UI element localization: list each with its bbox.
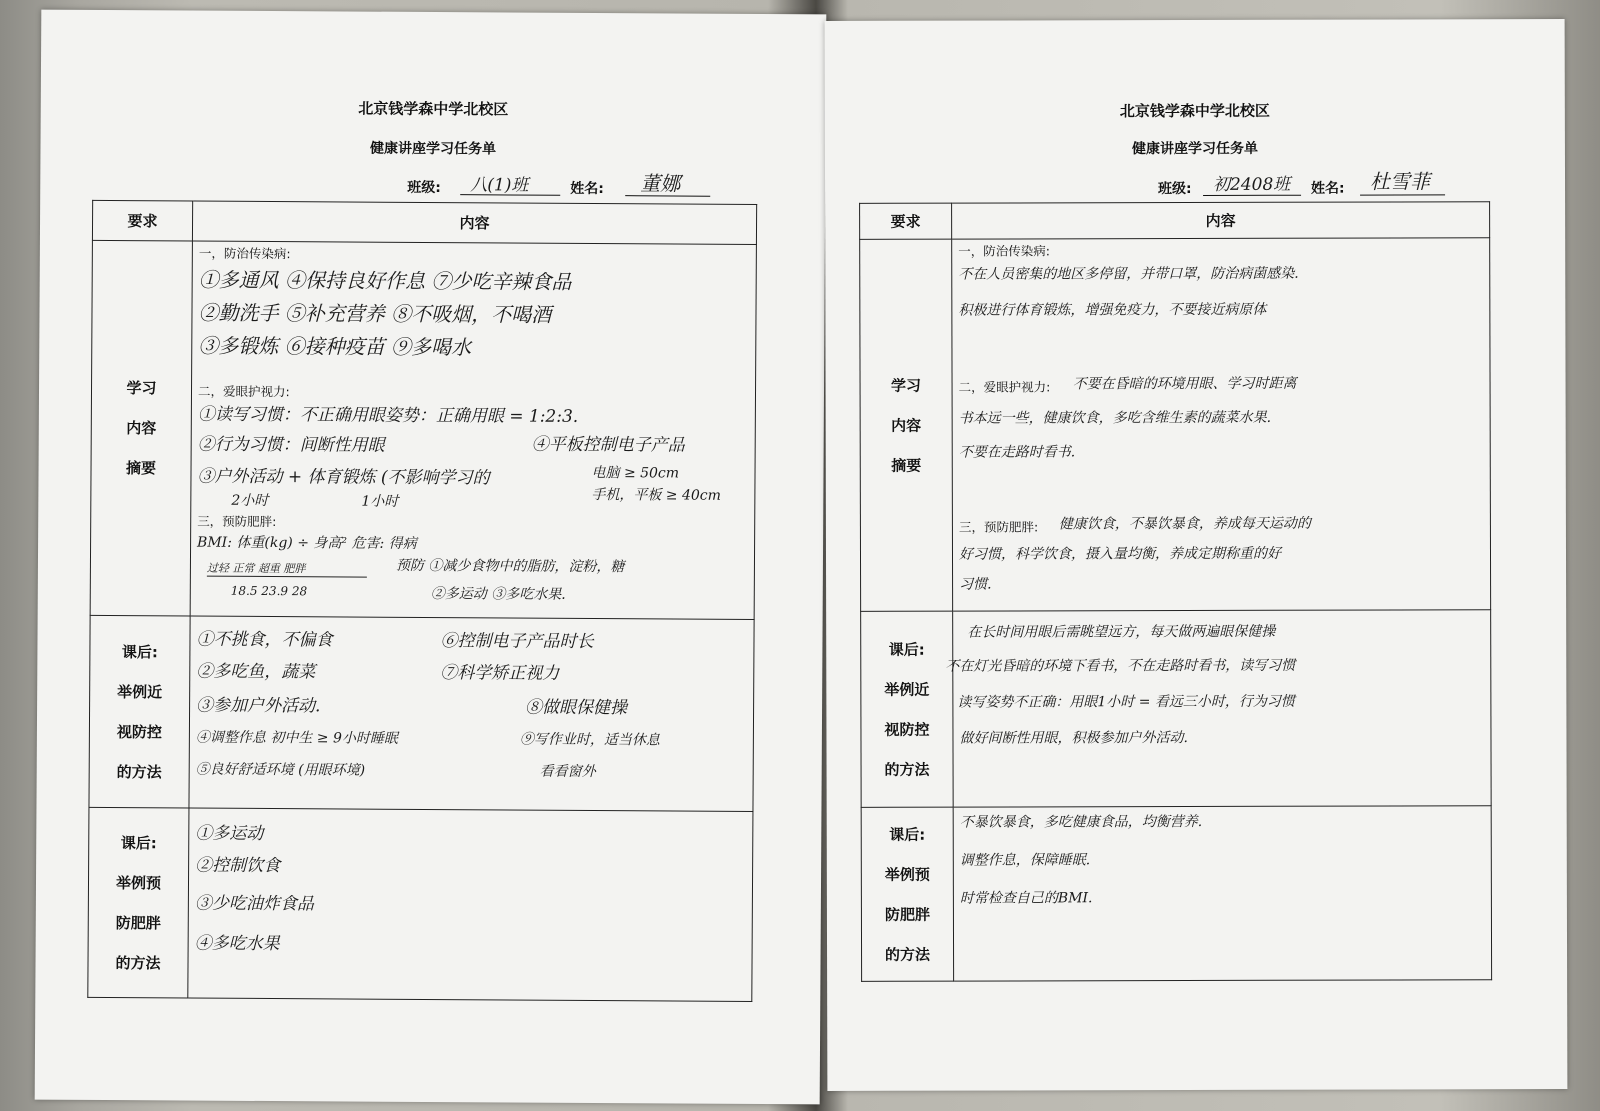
handwritten-line: ①不挑食，不偏食 [196, 629, 333, 651]
handwritten-line: ③多锻炼 ⑥接种疫苗 ⑨多喝水 [198, 333, 472, 360]
row-label-study-summary: 学习 内容 摘要 [860, 239, 953, 611]
handwritten-line: ③户外活动 + 体育锻炼 (不影响学习的 [197, 466, 490, 489]
handwritten-line: ①多通风 ④保持良好作息 ⑦少吃辛辣食品 [198, 267, 572, 294]
class-value: 初2408班 [1213, 174, 1291, 195]
name-underline [625, 195, 710, 197]
row-label-study-summary: 学习 内容 摘要 [90, 240, 192, 616]
handwritten-line: 不要在昏暗的环境用眼、学习时距离 [1072, 375, 1297, 393]
handwritten-line: ②行为习惯：间断性用眼 [197, 434, 385, 456]
handwritten-line: ⑨写作业时，适当休息 [519, 731, 660, 749]
handwritten-line: 做好间断性用眼，积极参加户外活动. [959, 730, 1188, 747]
handwritten-line: ①多运动 [195, 823, 264, 844]
handwritten-line: 2小时 [231, 492, 269, 510]
handwritten-line: 好习惯，科学饮食，摄入量均衡，养成定期称重的好 [958, 545, 1282, 563]
left-worksheet [35, 10, 827, 1105]
obesity-methods-cell [953, 806, 1491, 981]
handwritten-line: ①读写习惯：不正确用眼姿势：正确用眼 = 1:2:3. [197, 404, 579, 427]
section-infection-title: 一，防治传染病: [198, 245, 291, 262]
handwritten-line: 不在人员密集的地区多停留，并带口罩，防治病菌感染. [958, 265, 1299, 283]
handwritten-line: 预防 ①减少食物中的脂肪，淀粉，糖 [395, 557, 625, 576]
class-label: 班级: [407, 179, 441, 197]
handwritten-line: ②勤洗手 ⑤补充营养 ⑧不吸烟，不喝酒 [198, 300, 552, 327]
row-label-myopia-methods: 课后: 举例近 视防控 的方法 [89, 615, 190, 808]
worksheet-title: 健康讲座学习任务单 [369, 140, 497, 158]
handwritten-line: ④平板控制电子产品 [531, 434, 685, 456]
header-content: 内容 [192, 201, 756, 244]
handwritten-line: BMI: 体重(kg) ÷ 身高² 危害: 得病 [197, 534, 417, 552]
handwritten-line: 手机，平板 ≥ 40cm [591, 486, 721, 504]
handwritten-line: 不要在走路时看书. [958, 444, 1076, 461]
class-label: 班级: [1158, 181, 1192, 198]
handwritten-line: ⑤良好舒适环境 (用眼环境) [195, 761, 366, 779]
handwritten-line: ③少吃油炸食品 [194, 893, 314, 915]
header-content: 内容 [952, 202, 1490, 239]
handwritten-line: 不暴饮暴食，多吃健康食品，均衡营养. [959, 813, 1203, 831]
handwritten-line: ④调整作息 初中生 ≥ 9小时睡眠 [195, 729, 398, 747]
section-eye-title: 二，爱眼护视力: [197, 383, 290, 400]
handwritten-line: ③参加户外活动. [196, 695, 321, 717]
worksheet-table [87, 200, 757, 1002]
handwritten-line: 1小时 [361, 493, 399, 510]
handwritten-line: 在长时间用眼后需眺望远方，每天做两遍眼保健操 [967, 623, 1276, 641]
worksheet-table [859, 201, 1492, 982]
school-name: 北京钱学森中学北校区 [1119, 101, 1270, 121]
study-summary-cell [190, 241, 756, 619]
right-worksheet [825, 19, 1568, 1091]
class-underline [1203, 195, 1301, 196]
handwritten-line: ②多吃鱼，蔬菜 [196, 661, 316, 683]
row-label-myopia-methods: 课后: 举例近 视防控 的方法 [861, 611, 954, 807]
handwritten-line: 积极进行体育锻炼，增强免疫力，不要接近病原体 [958, 301, 1267, 319]
class-underline [460, 194, 560, 196]
class-value: 八(1)班 [470, 175, 529, 196]
handwritten-line: 电脑 ≥ 50cm [591, 464, 680, 482]
school-name: 北京钱学森中学北校区 [358, 99, 509, 119]
handwritten-line: 习惯. [959, 576, 992, 593]
study-summary-cell [952, 238, 1491, 611]
name-underline [1360, 194, 1445, 195]
section-eye-title: 二，爱眼护视力: [958, 379, 1051, 395]
section-obesity-title: 三，预防肥胖: [958, 519, 1039, 535]
handwritten-line: ②多运动 ③多吃水果. [430, 586, 566, 603]
section-infection-title: 一，防治传染病: [958, 243, 1050, 259]
row-label-obesity-methods: 课后: 举例预 防肥胖 的方法 [88, 807, 189, 998]
handwritten-line: 书本远一些，健康饮食，多吃含维生素的蔬菜水果. [958, 409, 1272, 427]
myopia-methods-cell [945, 610, 1492, 807]
name-value: 杜雪菲 [1369, 169, 1431, 194]
header-requirement: 要求 [92, 200, 192, 241]
handwritten-line: ⑥控制电子产品时长 [440, 631, 594, 652]
handwritten-line: ②控制饮食 [195, 855, 281, 877]
handwritten-line: ⑦科学矫正视力 [440, 663, 560, 684]
handwritten-line: ④多吃水果 [194, 933, 280, 955]
handwritten-line: 看看窗外 [539, 763, 596, 781]
handwritten-line: 读写姿势不正确：用眼1小时 = 看远三小时，行为习惯 [957, 693, 1295, 711]
name-value: 董娜 [640, 171, 681, 196]
bmi-scale-line [207, 576, 367, 578]
section-obesity-title: 三，预防肥胖: [197, 513, 277, 530]
bmi-scale-values: 18.5 23.9 28 [230, 583, 308, 599]
bmi-scale-labels: 过轻 正常 超重 肥胖 [206, 561, 306, 576]
handwritten-line: 调整作息，保障睡眠. [959, 852, 1091, 869]
name-label: 姓名: [1311, 180, 1345, 197]
handwritten-line: ⑧做眼保健操 [525, 697, 628, 719]
handwritten-line: 健康饮食，不暴饮暴食，养成每天运动的 [1058, 515, 1311, 533]
obesity-methods-cell [188, 808, 753, 1001]
worksheet-title: 健康讲座学习任务单 [1131, 140, 1258, 158]
header-requirement: 要求 [860, 203, 952, 239]
name-label: 姓名: [570, 180, 604, 198]
handwritten-line: 时常检查自己的BMI. [959, 890, 1093, 907]
handwritten-line: 不在灯光昏暗的环境下看书，不在走路时看书，读写习惯 [945, 657, 1296, 675]
row-label-obesity-methods: 课后: 举例预 防肥胖 的方法 [861, 807, 953, 981]
myopia-methods-cell [189, 616, 754, 811]
